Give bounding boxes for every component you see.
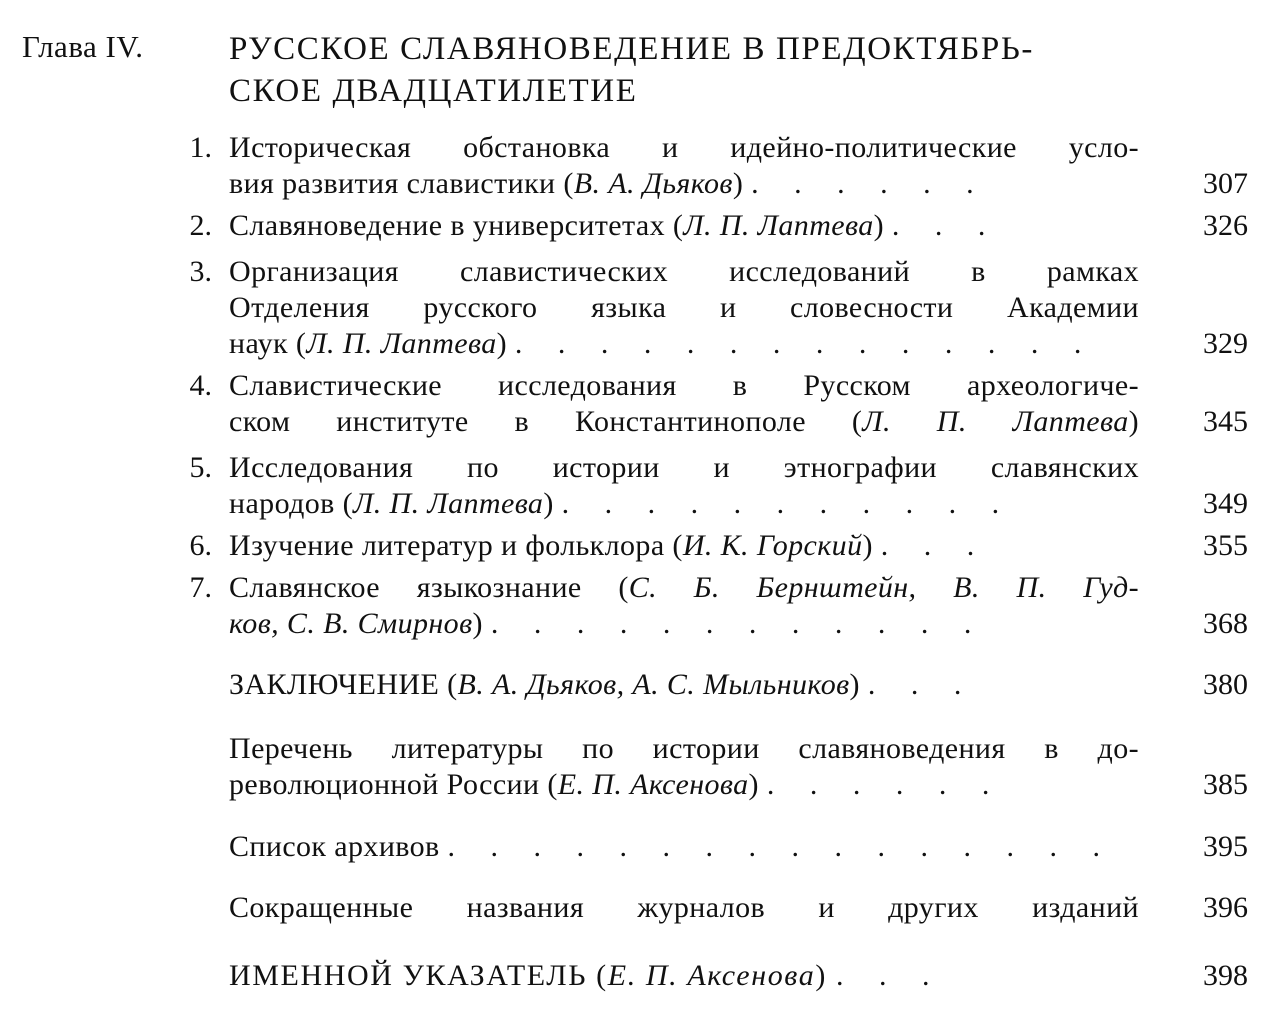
entry-paren: ) (1128, 405, 1139, 438)
entry-title-fragment: Изучение литератур и фольклора ( (229, 529, 683, 562)
chapter-title-line-2: СКОЕ ДВАДЦАТИЛЕТИЕ (229, 73, 638, 109)
entry-author: С. Б. Бернштейн, В. П. Гуд- (628, 571, 1139, 604)
entry-text (229, 528, 1139, 564)
entry-title-fragment: ЗАКЛЮЧЕНИЕ ( (229, 668, 458, 701)
entry-author: Л. П. Лаптева (683, 209, 874, 242)
page-number: 329 (1203, 327, 1248, 360)
entry-title-fragment: Список архивов (229, 830, 440, 863)
entry-text (229, 958, 1139, 994)
entry-number: 7. (189, 571, 212, 604)
entry-title-fragment: ском институте в Константинополе ( (229, 405, 863, 438)
entry-text (229, 829, 1139, 865)
entry-title-fragment: революционной России ( (229, 768, 558, 801)
entry-line (229, 570, 1139, 606)
entry-line (229, 606, 1139, 642)
entry-paren: ) (815, 959, 827, 992)
entry-title-fragment: Славянское языкознание ( (229, 571, 629, 604)
leader-dots: . . . . . . (751, 167, 988, 200)
page-number: 396 (1203, 891, 1248, 924)
entry-line (229, 486, 1139, 522)
leader-dots: . . . . . . . . . . . . (490, 607, 986, 640)
entry-text (229, 450, 1139, 522)
page-number: 355 (1203, 529, 1248, 562)
page-number: 368 (1203, 607, 1248, 640)
entry-text (229, 208, 1139, 244)
entry-author: И. К. Горский (682, 529, 863, 562)
leader-dots: . . . . . . . . . . . . . . (514, 327, 1096, 360)
entry-line (229, 528, 1139, 564)
entry-line: Организация славистических исследований в рамках (229, 255, 1139, 288)
page-number: 395 (1203, 830, 1248, 863)
entry-title-fragment: ИМЕННОЙ УКАЗАТЕЛЬ ( (229, 959, 608, 992)
entry-text (229, 254, 1139, 362)
entry-number: 6. (189, 529, 212, 562)
entry-line: Сокращенные названия журналов и других изданий (229, 891, 1139, 924)
entry-title-fragment: наук ( (229, 327, 307, 360)
entry-line (229, 326, 1139, 362)
entry-paren: ) (862, 529, 873, 562)
entry-number: 4. (189, 369, 212, 402)
entry-paren: ) (472, 607, 483, 640)
chapter-label: Глава IV. (22, 29, 144, 64)
leader-dots: . . . . . . . . . . . (561, 487, 1014, 520)
leader-dots: . . . . . . . . . . . . . . . . (447, 830, 1115, 863)
entry-line: Отделения русского языка и словесности Академии (229, 291, 1139, 324)
entry-line (229, 829, 1139, 865)
entry-line (229, 166, 1139, 202)
chapter-title (229, 28, 1159, 112)
entry-author: Е. П. Аксенова (557, 768, 749, 801)
page-number: 380 (1203, 668, 1248, 701)
entry-text (229, 731, 1139, 803)
entry-author: ков, С. В. Смирнов (229, 607, 473, 640)
leader-dots: . . . (880, 529, 989, 562)
page-number: 326 (1203, 209, 1248, 242)
entry-line (229, 667, 1139, 703)
entry-author: Л. П. Лаптева (862, 405, 1129, 438)
entry-line: Славистические исследования в Русском археологиче- (229, 369, 1139, 402)
entry-text (229, 667, 1139, 703)
entry-title-fragment: вия развития славистики ( (229, 167, 574, 200)
entry-text (229, 368, 1139, 440)
entry-title-fragment: Славяноведение в университетах ( (229, 209, 684, 242)
entry-author: Е. П. Аксенова (607, 959, 816, 992)
entry-number: 2. (189, 209, 212, 242)
page-number: 349 (1203, 487, 1248, 520)
entry-title-fragment: народов ( (229, 487, 354, 520)
entry-author: В. А. Дьяков (573, 167, 733, 200)
leader-dots: . . . . . . (766, 768, 1004, 801)
entry-paren: ) (496, 327, 508, 360)
entry-paren: ) (849, 668, 860, 701)
leader-dots: . . . (836, 959, 944, 992)
entry-paren: ) (873, 209, 884, 242)
page-number: 345 (1203, 405, 1248, 438)
entry-number: 5. (189, 451, 212, 484)
entry-line (229, 958, 1139, 994)
entry-line: Исследования по истории и этнографии славянских (229, 451, 1139, 484)
page-number: 398 (1203, 959, 1248, 992)
entry-line (229, 767, 1139, 803)
entry-author: Л. П. Лаптева (306, 327, 497, 360)
leader-dots: . . . (867, 668, 976, 701)
entry-paren: ) (748, 768, 759, 801)
entry-number: 1. (189, 131, 212, 164)
entry-number: 3. (189, 255, 212, 288)
entry-line: Перечень литературы по истории славяноведения в до- (229, 732, 1139, 765)
entry-text (229, 130, 1139, 202)
entry-paren: ) (543, 487, 554, 520)
entry-line (229, 404, 1139, 440)
entry-line: Историческая обстановка и идейно-политические усло- (229, 131, 1139, 164)
entry-text (229, 570, 1139, 642)
chapter-title-line-1: РУССКОЕ СЛАВЯНОВЕДЕНИЕ В ПРЕДОКТЯБРЬ- (229, 31, 1035, 67)
leader-dots: . . . (891, 209, 1000, 242)
entry-author: Л. П. Лаптева (353, 487, 544, 520)
page-number: 385 (1203, 768, 1248, 801)
entry-text (229, 890, 1139, 926)
entry-line (229, 208, 1139, 244)
page-number: 307 (1203, 167, 1248, 200)
entry-author: В. А. Дьяков, А. С. Мыльников (457, 668, 850, 701)
entry-paren: ) (732, 167, 744, 200)
